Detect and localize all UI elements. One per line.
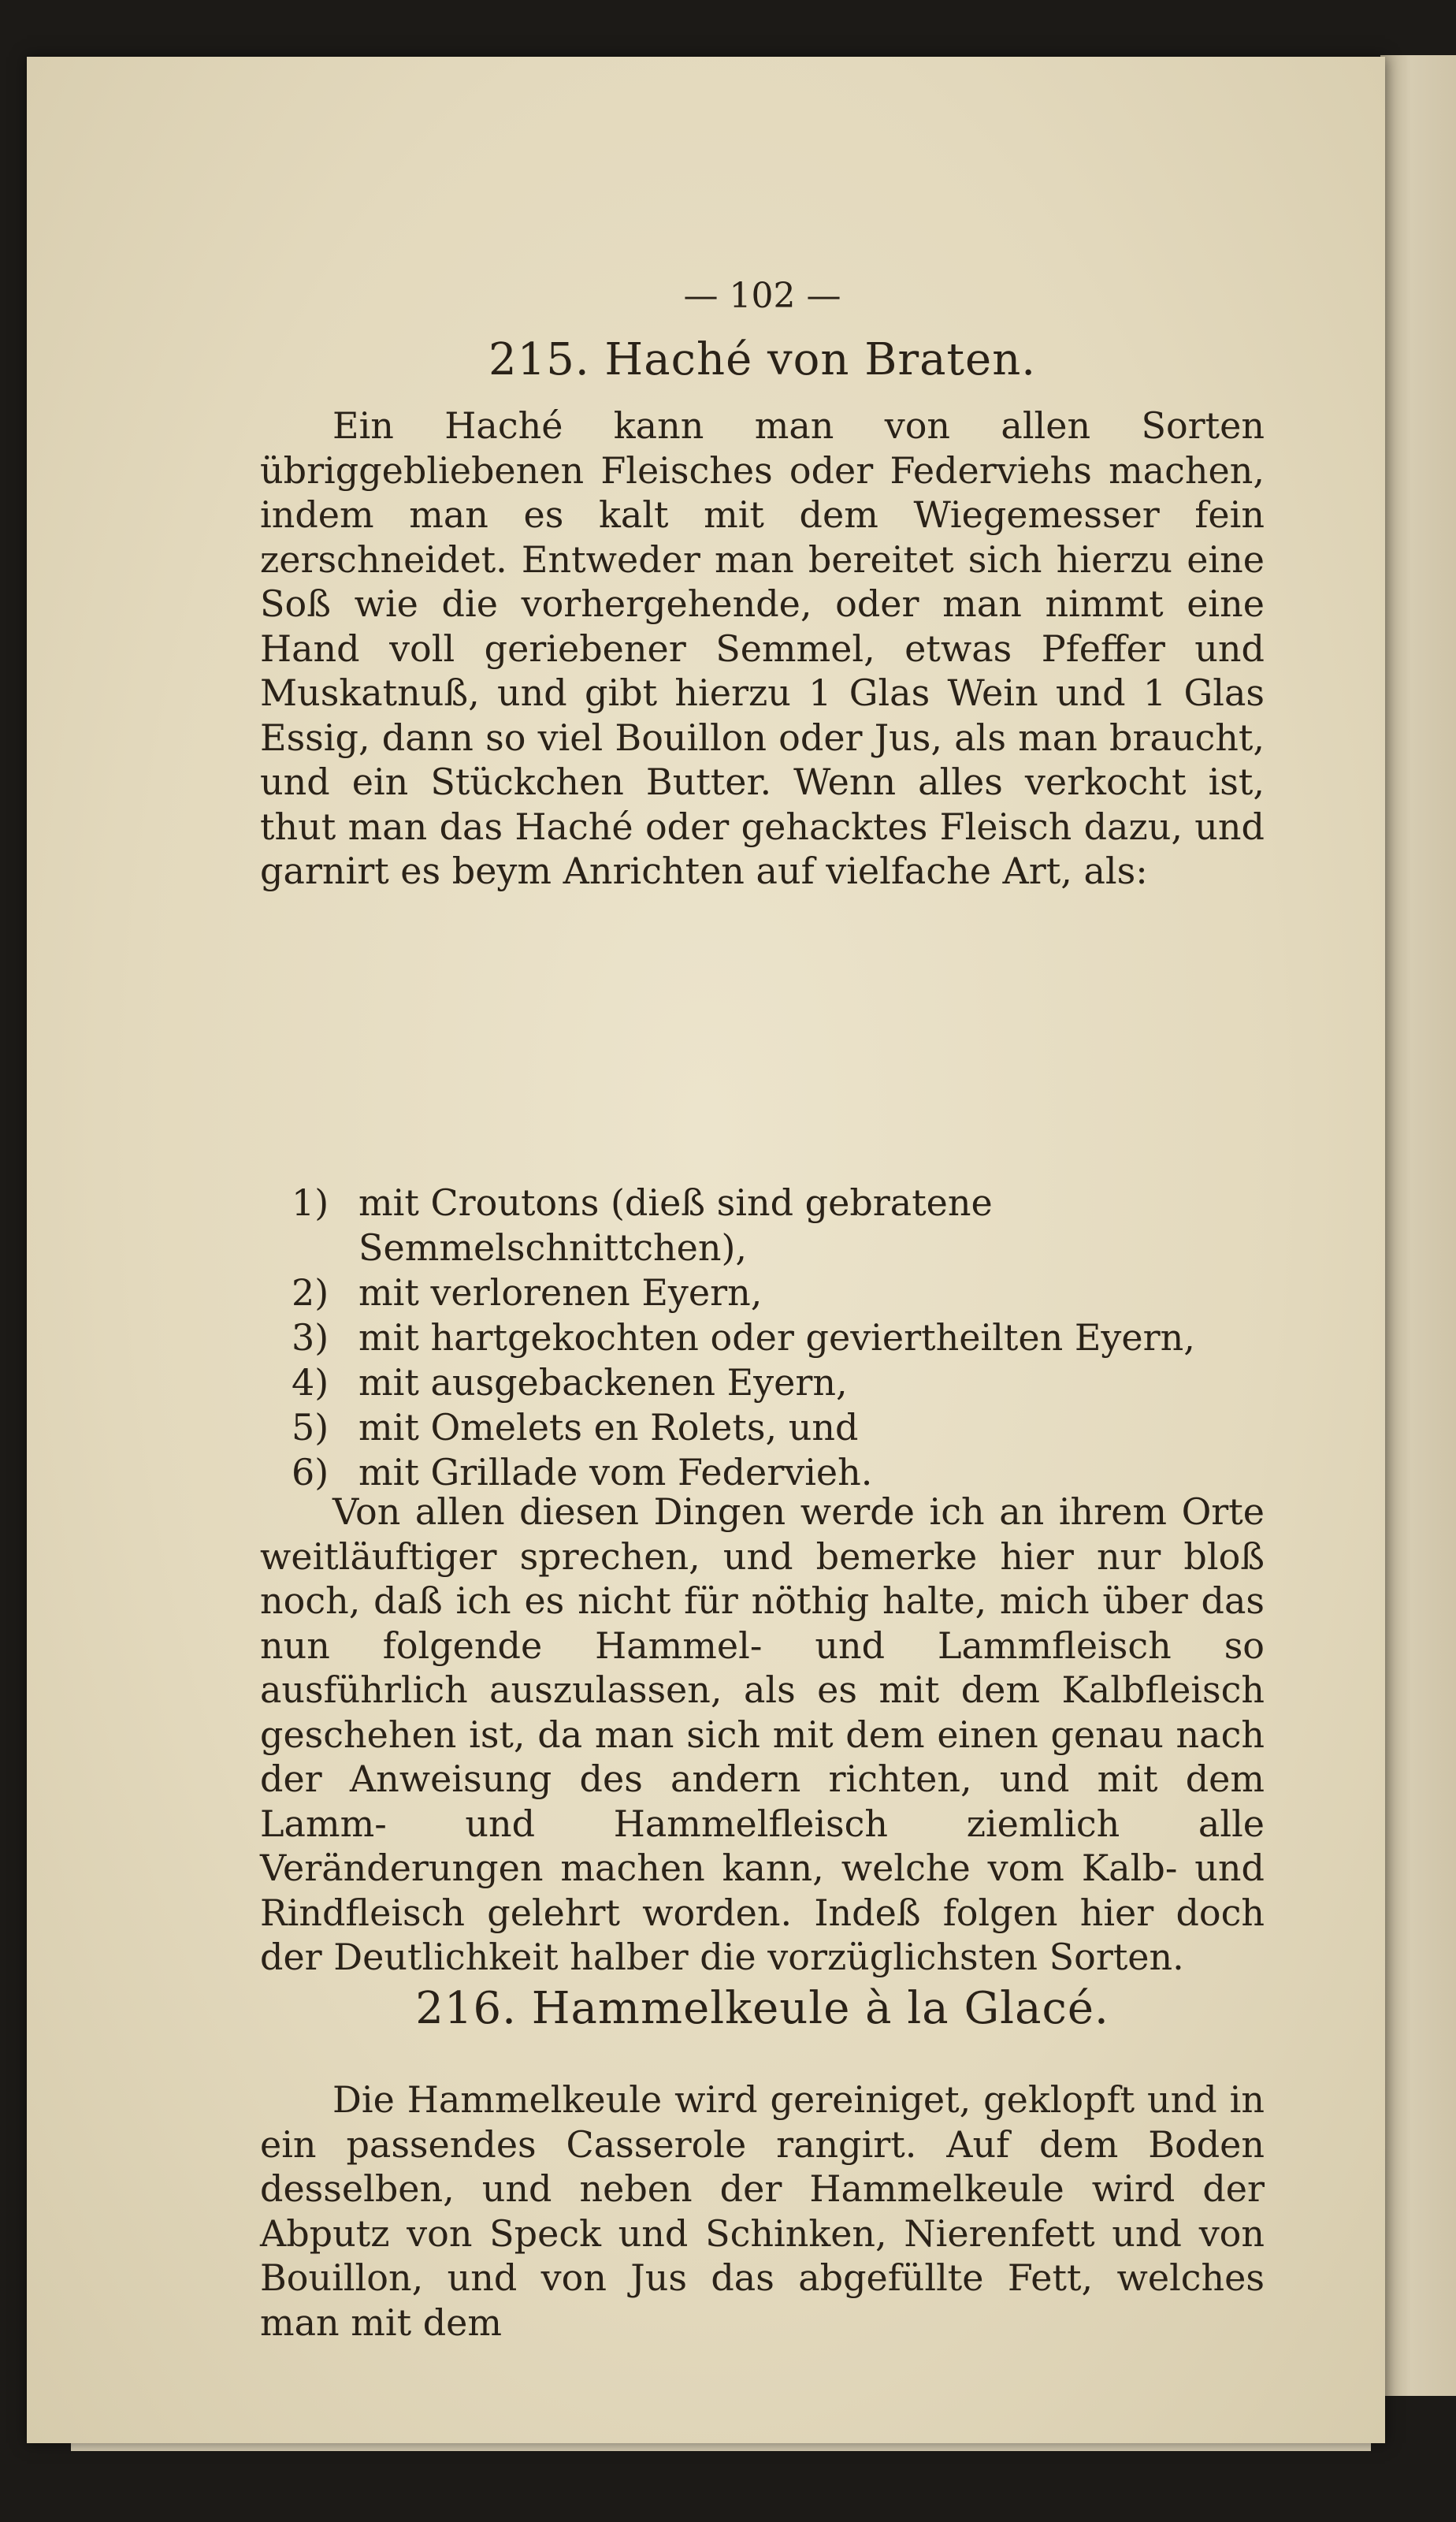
- list-item: [292, 1315, 1265, 1360]
- adjacent-page-edge: [1380, 55, 1456, 2396]
- list-item-number: 6): [292, 1451, 329, 1493]
- list-item: [292, 1181, 1265, 1270]
- list-item: [292, 1270, 1265, 1315]
- section-215-closing-paragraph: Von allen diesen Dingen werde ich an ihrem Orte weitläuftiger sprechen, und bemerke hier nur bloß noch, daß ich es nicht für nöthig halte, mich über das nun folgende Hammel- und Lammfleisch so ausführlich auszulassen, als es mit dem Kalbfleisch geschehen ist, da man sich mit dem einen genau nach der Anweisung des andern richten, und mit dem Lamm- und Hammelfleisch ziemlich alle Veränderungen machen kann, welche vom Kalb- und Rindfleisch gelehrt worden. Indeß folgen hier doch der Deutlichkeit halber die vorzüglichsten Sorten.: [260, 1490, 1265, 1978]
- list-item: [292, 1360, 1265, 1405]
- garnish-list: [292, 1181, 1265, 1495]
- list-item-number: 1): [292, 1181, 329, 1224]
- section-215-paragraph: Ein Haché kann man von allen Sorten übriggebliebenen Fleisches oder Federviehs machen, indem man es kalt mit dem Wiegemesser fein zerschneidet. Entweder man bereitet sich hierzu eine Soß wie die vorhergehende, oder man nimmt eine Hand voll geriebener Semmel, etwas Pfeffer und Muskatnuß, und gibt hierzu 1 Glas Wein und 1 Glas Essig, dann so viel Bouillon oder Jus, als man braucht, und ein Stückchen Butter. Wenn alles verkocht ist, thut man das Haché oder gehacktes Fleisch dazu, und garnirt es beym Anrichten auf vielfache Art, als:: [260, 404, 1265, 892]
- list-item-text: mit Omelets en Rolets, und: [358, 1406, 859, 1449]
- list-item-number: 2): [292, 1271, 329, 1314]
- list-item-number: 3): [292, 1316, 329, 1359]
- list-item-text: mit Grillade vom Federvieh.: [358, 1451, 873, 1493]
- section-216-paragraph: Die Hammelkeule wird gereiniget, geklopft und in ein passendes Casserole rangirt. Auf dem Boden desselben, und neben der Hammelkeule wird der Abputz von Speck und Schinken, Nierenfett und von Bouillon, und von Jus das abgefüllte Fett, welches man mit dem: [260, 2078, 1265, 2344]
- list-item: [292, 1450, 1265, 1495]
- list-item-text: mit ausgebackenen Eyern,: [358, 1361, 848, 1404]
- list-item: [292, 1405, 1265, 1450]
- list-item-text: mit hartgekochten oder geviertheilten Eyern,: [358, 1316, 1195, 1359]
- list-item-text: mit Croutons (dieß sind gebratene Semmelschnittchen),: [358, 1181, 993, 1269]
- list-item-number: 4): [292, 1361, 329, 1404]
- list-item-text: mit verlorenen Eyern,: [358, 1271, 763, 1314]
- list-item-number: 5): [292, 1406, 329, 1449]
- section-216-heading: 216. Hammelkeule à la Glacé.: [415, 1983, 1109, 2034]
- page-number: — 102 —: [683, 276, 841, 316]
- section-215-heading: 215. Haché von Braten.: [488, 334, 1037, 385]
